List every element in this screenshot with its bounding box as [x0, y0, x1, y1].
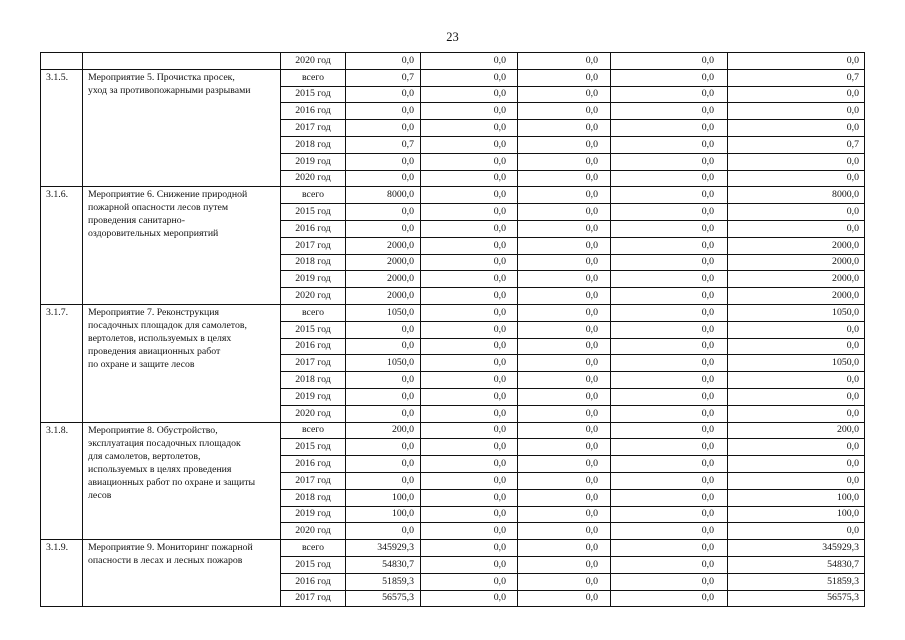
table-row	[41, 540, 865, 557]
description-line: проведения авиационных работ	[88, 345, 221, 357]
period-cell: 2016 год	[281, 220, 346, 237]
value-cell: 0,0	[421, 321, 518, 338]
item-number	[41, 53, 83, 70]
value-cell: 0,0	[728, 220, 865, 237]
value-cell: 0,0	[611, 254, 728, 271]
period-cell: 2016 год	[281, 573, 346, 590]
value-cell: 0,0	[611, 204, 728, 221]
value-cell: 0,0	[421, 187, 518, 204]
value-cell: 0,0	[611, 355, 728, 372]
value-cell: 2000,0	[346, 254, 421, 271]
value-cell: 0,0	[421, 170, 518, 187]
value-cell: 0,0	[518, 304, 611, 321]
value-cell: 0,0	[518, 86, 611, 103]
value-cell: 0,0	[611, 439, 728, 456]
description-line: эксплуатация посадочных площадок	[88, 437, 241, 449]
value-cell: 0,0	[611, 86, 728, 103]
value-cell: 0,0	[346, 472, 421, 489]
description-line: посадочных площадок для самолетов,	[88, 319, 247, 331]
value-cell: 0,0	[611, 304, 728, 321]
value-cell: 0,0	[518, 338, 611, 355]
description-line: Мероприятие 7. Реконструкция	[88, 306, 219, 318]
table-body	[41, 53, 865, 607]
description-line: уход за противопожарными разрывами	[88, 84, 251, 96]
value-cell: 0,0	[421, 153, 518, 170]
description-line: авиационных работ по охране и защиты	[88, 476, 256, 488]
period-cell: 2017 год	[281, 590, 346, 607]
value-cell: 0,0	[611, 170, 728, 187]
value-cell: 0,0	[728, 86, 865, 103]
value-cell: 0,0	[611, 506, 728, 523]
item-number: 3.1.5.	[41, 69, 83, 187]
description-line: лесов	[88, 489, 112, 501]
value-cell: 0,0	[421, 204, 518, 221]
value-cell: 0,0	[728, 523, 865, 540]
item-number: 3.1.9.	[41, 540, 83, 607]
period-cell: 2019 год	[281, 506, 346, 523]
value-cell: 1050,0	[728, 304, 865, 321]
value-cell: 2000,0	[728, 237, 865, 254]
value-cell: 100,0	[346, 506, 421, 523]
period-cell: 2019 год	[281, 153, 346, 170]
value-cell: 0,0	[611, 136, 728, 153]
value-cell: 0,0	[518, 153, 611, 170]
page-number: 23	[446, 30, 459, 44]
table-row	[41, 304, 865, 321]
value-cell: 0,0	[518, 489, 611, 506]
value-cell: 0,0	[346, 86, 421, 103]
value-cell: 0,0	[346, 372, 421, 389]
period-cell: 2020 год	[281, 288, 346, 305]
value-cell: 0,0	[518, 422, 611, 439]
description-line: Мероприятие 5. Прочистка просек,	[88, 71, 235, 83]
table-row	[41, 53, 865, 70]
period-cell: 2017 год	[281, 472, 346, 489]
value-cell: 0,7	[728, 69, 865, 86]
value-cell: 0,0	[611, 53, 728, 70]
value-cell: 0,0	[518, 187, 611, 204]
value-cell: 0,0	[728, 456, 865, 473]
value-cell: 0,0	[518, 254, 611, 271]
value-cell: 0,0	[518, 439, 611, 456]
value-cell: 0,0	[421, 472, 518, 489]
value-cell: 0,0	[518, 456, 611, 473]
value-cell: 0,0	[518, 388, 611, 405]
item-description	[83, 187, 281, 305]
value-cell: 0,0	[611, 271, 728, 288]
value-cell: 0,0	[518, 271, 611, 288]
period-cell: 2015 год	[281, 321, 346, 338]
value-cell: 0,0	[518, 573, 611, 590]
value-cell: 0,0	[421, 338, 518, 355]
value-cell: 54830,7	[346, 556, 421, 573]
description-line: по охране и защите лесов	[88, 358, 195, 370]
value-cell: 0,0	[421, 53, 518, 70]
value-cell: 8000,0	[728, 187, 865, 204]
period-cell: 2017 год	[281, 237, 346, 254]
value-cell: 0,0	[421, 489, 518, 506]
value-cell: 0,0	[421, 456, 518, 473]
period-cell: 2020 год	[281, 523, 346, 540]
value-cell: 345929,3	[346, 540, 421, 557]
value-cell: 0,0	[421, 506, 518, 523]
period-cell: 2015 год	[281, 86, 346, 103]
period-cell: 2015 год	[281, 439, 346, 456]
value-cell: 0,0	[611, 422, 728, 439]
value-cell: 0,0	[518, 372, 611, 389]
item-number: 3.1.7.	[41, 304, 83, 422]
period-cell: 2020 год	[281, 405, 346, 422]
value-cell: 0,0	[611, 472, 728, 489]
value-cell: 2000,0	[728, 271, 865, 288]
value-cell: 0,0	[611, 372, 728, 389]
value-cell: 0,0	[421, 422, 518, 439]
value-cell: 0,0	[611, 220, 728, 237]
value-cell: 0,0	[518, 506, 611, 523]
value-cell: 0,0	[518, 321, 611, 338]
value-cell: 0,0	[421, 237, 518, 254]
value-cell: 0,0	[611, 523, 728, 540]
period-cell: 2018 год	[281, 489, 346, 506]
value-cell: 0,0	[421, 254, 518, 271]
value-cell: 0,0	[611, 288, 728, 305]
value-cell: 51859,3	[346, 573, 421, 590]
value-cell: 0,0	[728, 321, 865, 338]
value-cell: 0,0	[346, 170, 421, 187]
description-line: Мероприятие 6. Снижение природной	[88, 189, 248, 201]
value-cell: 0,0	[611, 573, 728, 590]
description-line: проведения санитарно-	[88, 215, 185, 227]
value-cell: 0,0	[421, 86, 518, 103]
item-description	[83, 69, 281, 187]
value-cell: 100,0	[728, 506, 865, 523]
description-line: пожарной опасности лесов путем	[88, 202, 229, 214]
period-cell: 2016 год	[281, 103, 346, 120]
value-cell: 0,0	[611, 187, 728, 204]
value-cell: 0,0	[518, 220, 611, 237]
value-cell: 56575,3	[728, 590, 865, 607]
value-cell: 0,0	[421, 288, 518, 305]
period-cell: 2017 год	[281, 355, 346, 372]
value-cell: 0,0	[611, 388, 728, 405]
value-cell: 2000,0	[728, 288, 865, 305]
value-cell: 0,0	[518, 103, 611, 120]
value-cell: 0,0	[728, 472, 865, 489]
value-cell: 0,0	[346, 153, 421, 170]
value-cell: 0,0	[611, 590, 728, 607]
value-cell: 0,0	[346, 338, 421, 355]
value-cell: 0,0	[728, 153, 865, 170]
value-cell: 1050,0	[346, 355, 421, 372]
value-cell: 0,0	[518, 204, 611, 221]
value-cell: 0,0	[518, 288, 611, 305]
period-cell: 2015 год	[281, 556, 346, 573]
item-number: 3.1.8.	[41, 422, 83, 540]
value-cell: 0,0	[518, 540, 611, 557]
item-description	[83, 304, 281, 422]
value-cell: 0,0	[728, 405, 865, 422]
value-cell: 0,0	[518, 136, 611, 153]
value-cell: 0,0	[346, 456, 421, 473]
period-cell: 2016 год	[281, 338, 346, 355]
value-cell: 0,0	[728, 103, 865, 120]
value-cell: 200,0	[728, 422, 865, 439]
value-cell: 0,0	[518, 472, 611, 489]
value-cell: 0,0	[518, 237, 611, 254]
value-cell: 0,0	[421, 523, 518, 540]
value-cell: 0,0	[728, 53, 865, 70]
value-cell: 0,7	[346, 69, 421, 86]
value-cell: 0,0	[728, 204, 865, 221]
period-cell: 2015 год	[281, 204, 346, 221]
value-cell: 0,0	[346, 405, 421, 422]
value-cell: 0,0	[346, 388, 421, 405]
value-cell: 0,0	[611, 103, 728, 120]
period-cell: всего	[281, 187, 346, 204]
value-cell: 0,0	[518, 170, 611, 187]
value-cell: 0,0	[421, 69, 518, 86]
value-cell: 2000,0	[346, 288, 421, 305]
value-cell: 0,0	[421, 304, 518, 321]
table-row	[41, 422, 865, 439]
value-cell: 0,0	[421, 355, 518, 372]
item-description	[83, 53, 281, 70]
value-cell: 0,0	[518, 590, 611, 607]
value-cell: 0,0	[611, 120, 728, 137]
value-cell: 0,0	[518, 405, 611, 422]
budget-table	[40, 52, 865, 607]
value-cell: 0,0	[728, 388, 865, 405]
value-cell: 0,0	[421, 372, 518, 389]
value-cell: 0,0	[728, 338, 865, 355]
value-cell: 0,0	[518, 53, 611, 70]
item-description	[83, 540, 281, 607]
description-line: Мероприятие 8. Обустройство,	[88, 424, 218, 436]
period-cell: 2019 год	[281, 271, 346, 288]
value-cell: 0,0	[346, 103, 421, 120]
period-cell: всего	[281, 69, 346, 86]
value-cell: 0,0	[346, 53, 421, 70]
value-cell: 0,0	[611, 405, 728, 422]
value-cell: 100,0	[728, 489, 865, 506]
value-cell: 0,0	[518, 120, 611, 137]
value-cell: 0,0	[421, 405, 518, 422]
value-cell: 0,7	[728, 136, 865, 153]
value-cell: 0,0	[421, 271, 518, 288]
value-cell: 0,0	[421, 103, 518, 120]
period-cell: 2018 год	[281, 136, 346, 153]
description-line: для самолетов, вертолетов,	[88, 450, 201, 462]
value-cell: 0,0	[611, 540, 728, 557]
value-cell: 51859,3	[728, 573, 865, 590]
value-cell: 0,0	[346, 204, 421, 221]
value-cell: 0,0	[611, 69, 728, 86]
value-cell: 0,0	[421, 573, 518, 590]
value-cell: 0,0	[421, 120, 518, 137]
value-cell: 0,0	[611, 556, 728, 573]
period-cell: всего	[281, 540, 346, 557]
value-cell: 0,7	[346, 136, 421, 153]
value-cell: 0,0	[346, 523, 421, 540]
value-cell: 8000,0	[346, 187, 421, 204]
value-cell: 0,0	[346, 321, 421, 338]
period-cell: 2020 год	[281, 170, 346, 187]
period-cell: всего	[281, 422, 346, 439]
value-cell: 200,0	[346, 422, 421, 439]
table-row	[41, 187, 865, 204]
value-cell: 0,0	[611, 153, 728, 170]
value-cell: 0,0	[518, 523, 611, 540]
value-cell: 0,0	[611, 237, 728, 254]
value-cell: 54830,7	[728, 556, 865, 573]
value-cell: 1050,0	[728, 355, 865, 372]
value-cell: 2000,0	[346, 237, 421, 254]
value-cell: 0,0	[421, 540, 518, 557]
value-cell: 0,0	[346, 220, 421, 237]
value-cell: 100,0	[346, 489, 421, 506]
description-line: используемых в целях проведения	[88, 463, 232, 475]
value-cell: 0,0	[421, 136, 518, 153]
value-cell: 0,0	[611, 321, 728, 338]
value-cell: 2000,0	[728, 254, 865, 271]
period-cell: всего	[281, 304, 346, 321]
period-cell: 2017 год	[281, 120, 346, 137]
value-cell: 0,0	[518, 556, 611, 573]
value-cell: 56575,3	[346, 590, 421, 607]
value-cell: 0,0	[421, 590, 518, 607]
table-row	[41, 69, 865, 86]
value-cell: 0,0	[518, 355, 611, 372]
period-cell: 2019 год	[281, 388, 346, 405]
value-cell: 2000,0	[346, 271, 421, 288]
value-cell: 0,0	[728, 372, 865, 389]
value-cell: 0,0	[611, 489, 728, 506]
period-cell: 2016 год	[281, 456, 346, 473]
value-cell: 0,0	[346, 439, 421, 456]
value-cell: 345929,3	[728, 540, 865, 557]
value-cell: 0,0	[728, 170, 865, 187]
value-cell: 0,0	[728, 439, 865, 456]
description-line: вертолетов, используемых в целях	[88, 332, 232, 344]
value-cell: 0,0	[728, 120, 865, 137]
value-cell: 0,0	[518, 69, 611, 86]
period-cell: 2018 год	[281, 254, 346, 271]
description-line: опасности в лесах и лесных пожаров	[88, 555, 243, 567]
value-cell: 0,0	[346, 120, 421, 137]
value-cell: 0,0	[611, 456, 728, 473]
period-cell: 2018 год	[281, 372, 346, 389]
value-cell: 0,0	[421, 556, 518, 573]
item-description	[83, 422, 281, 540]
description-line: оздоровительных мероприятий	[88, 228, 219, 240]
item-number: 3.1.6.	[41, 187, 83, 305]
value-cell: 0,0	[421, 220, 518, 237]
description-line: Мероприятие 9. Мониторинг пожарной	[88, 542, 253, 554]
value-cell: 0,0	[421, 439, 518, 456]
value-cell: 0,0	[421, 388, 518, 405]
value-cell: 1050,0	[346, 304, 421, 321]
value-cell: 0,0	[611, 338, 728, 355]
period-cell: 2020 год	[281, 53, 346, 70]
